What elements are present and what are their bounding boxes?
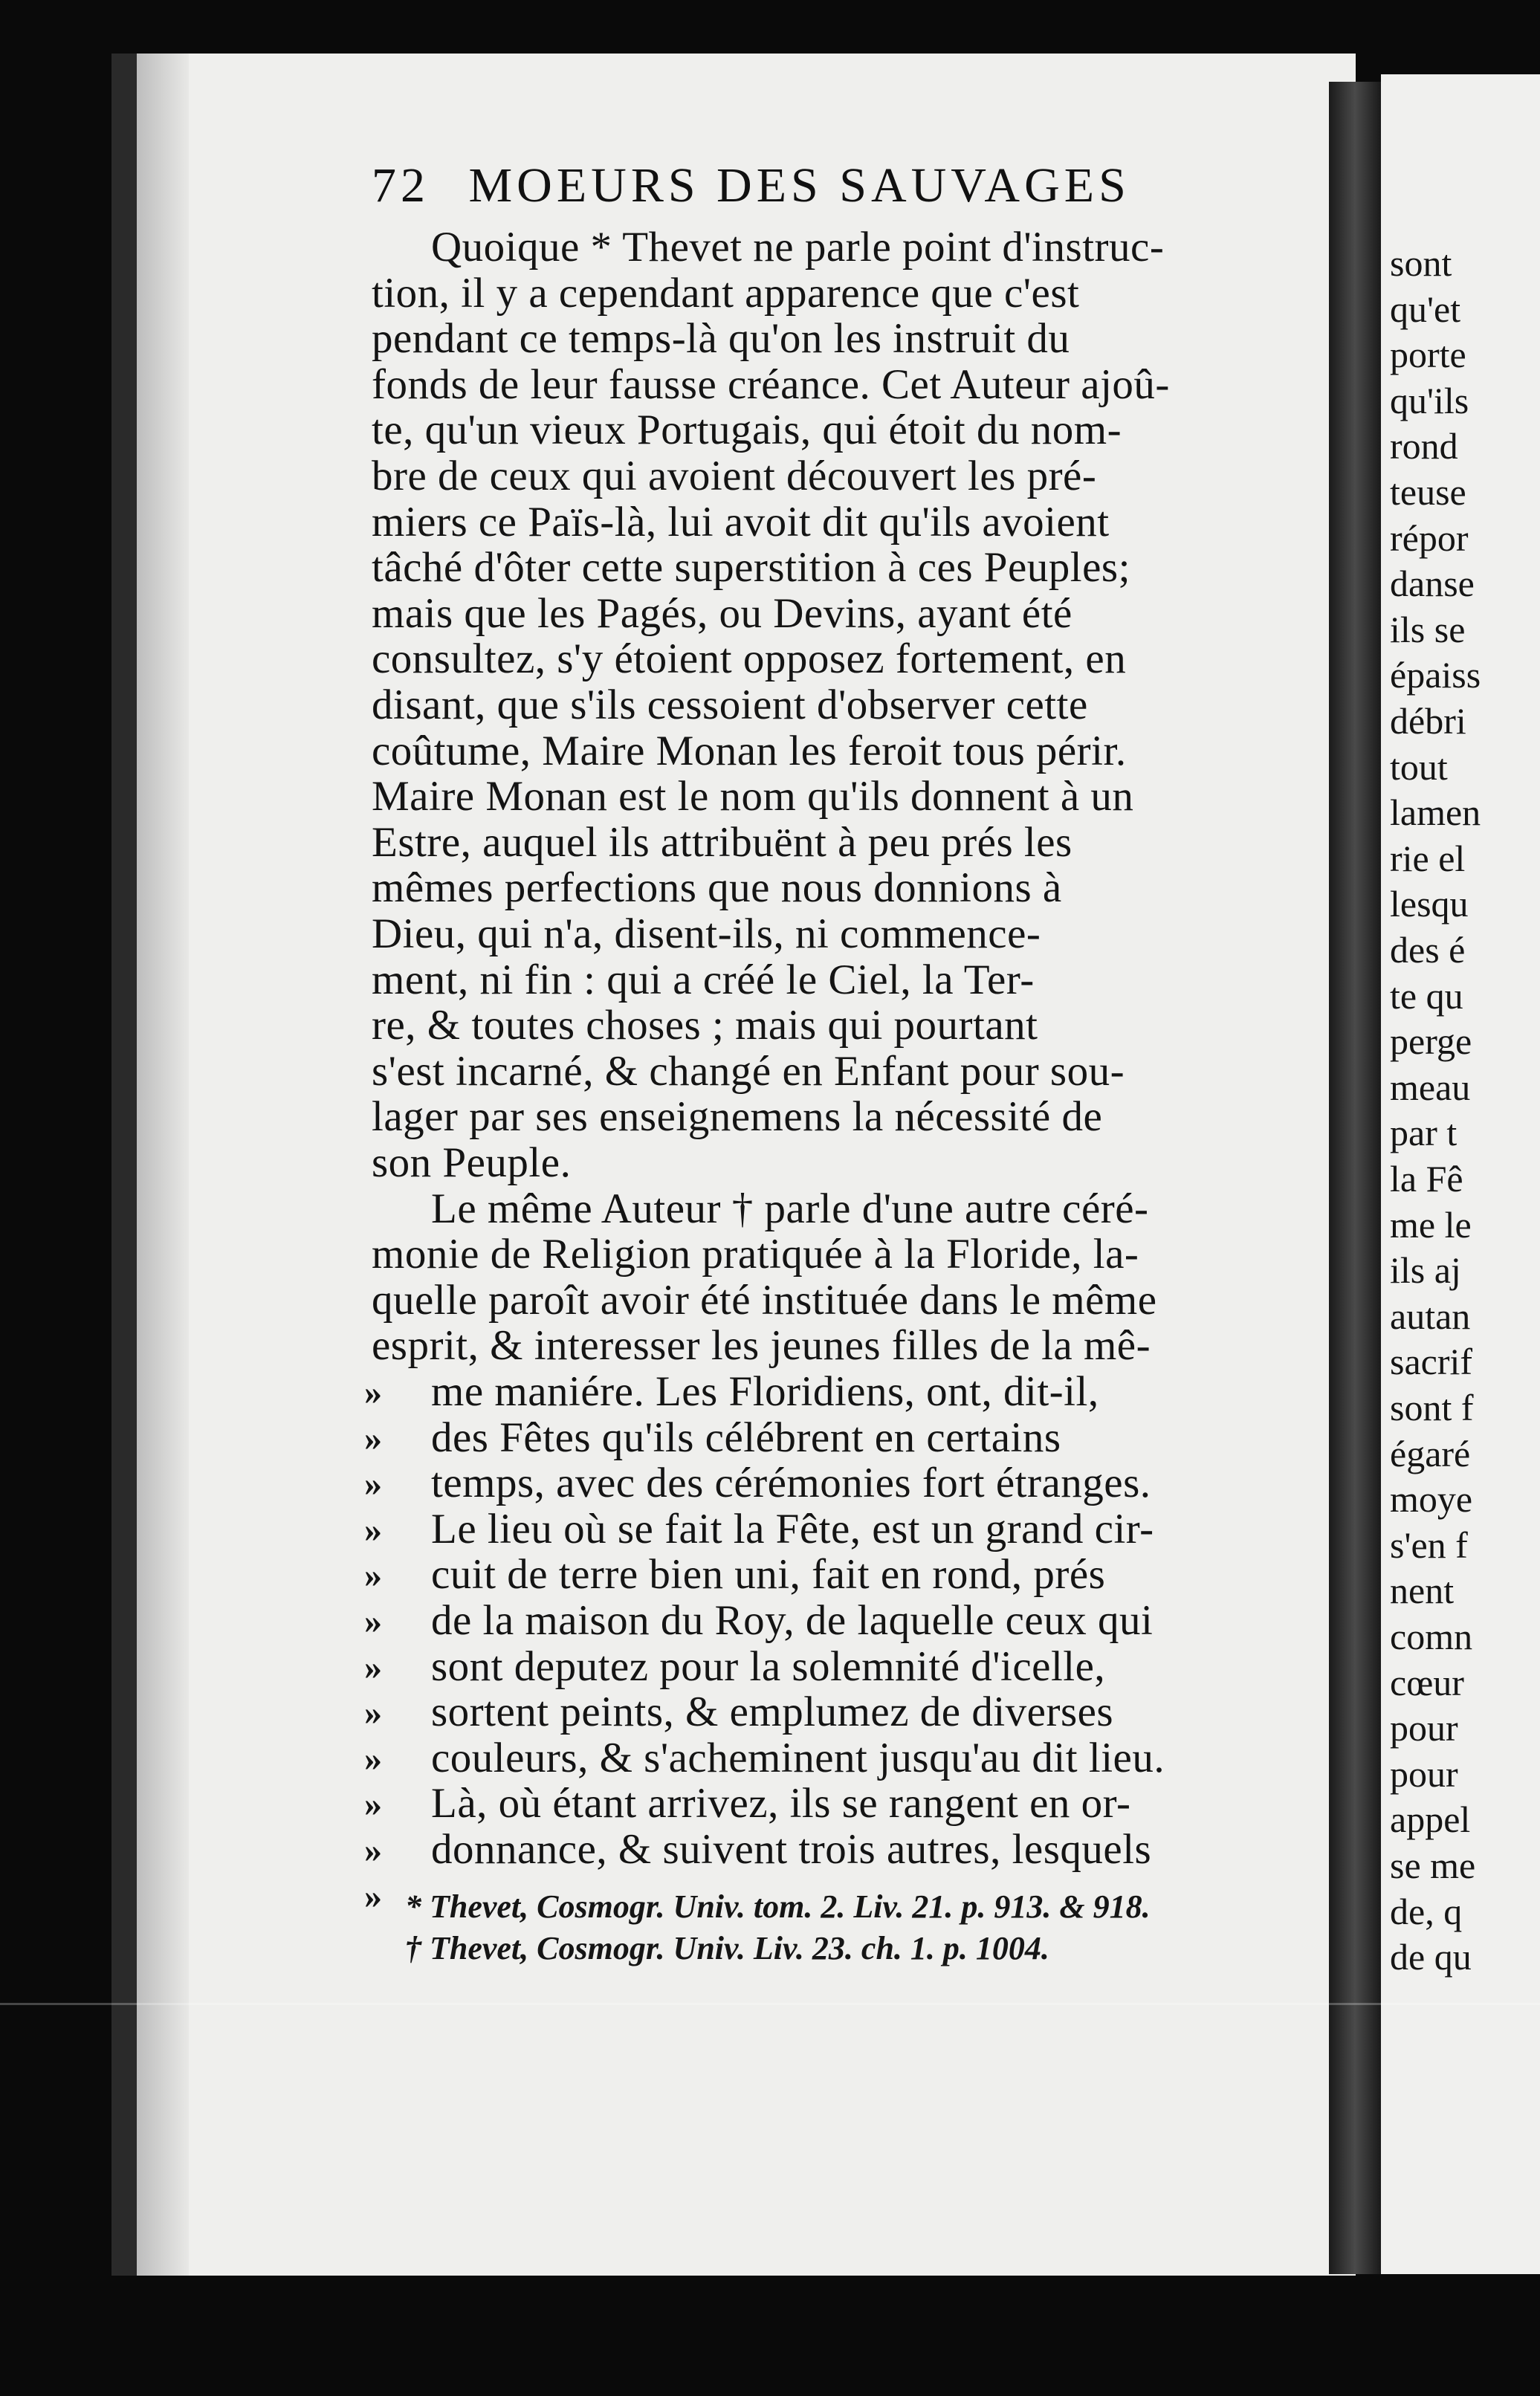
text-line: couleurs, & s'acheminent jusqu'au dit lieu. — [431, 1734, 1165, 1781]
text-line: miers ce Païs-là, lui avoit dit qu'ils avoient — [372, 498, 1110, 545]
facing-page-line: perge — [1390, 1020, 1472, 1063]
text-line: me maniére. Les Floridiens, ont, dit-il, — [431, 1368, 1099, 1415]
facing-page-line: qu'et — [1390, 288, 1461, 330]
text-line: Le même Auteur † parle d'une autre céré- — [431, 1185, 1149, 1232]
running-title: MOEURS DES SAUVAGES — [468, 158, 1130, 213]
quotation-mark: » — [364, 1693, 382, 1733]
text-line: Le lieu où se fait la Fête, est un grand cir- — [431, 1505, 1154, 1552]
text-line: pendant ce temps-là qu'on les instruit du — [372, 315, 1070, 363]
quotation-mark: » — [364, 1876, 382, 1916]
footnote: † Thevet, Cosmogr. Univ. Liv. 23. ch. 1. p. 1004. — [405, 1930, 1049, 1966]
facing-page-line: de qu — [1390, 1936, 1472, 1978]
facing-page-line: moye — [1390, 1478, 1473, 1521]
text-line: Dieu, qui n'a, disent-ils, ni commence- — [372, 910, 1041, 957]
text-line: fonds de leur fausse créance. Cet Auteur ajoû- — [372, 360, 1170, 408]
text-line: tâché d'ôter cette superstition à ces Peuples; — [372, 544, 1130, 592]
facing-page-line: meau — [1390, 1066, 1471, 1108]
facing-page-line: lesqu — [1390, 883, 1469, 925]
facing-page-line: se me — [1390, 1845, 1476, 1886]
facing-page-line: ils aj — [1390, 1249, 1461, 1292]
text-line: cuit de terre bien uni, fait en rond, prés — [431, 1551, 1106, 1599]
text-line: bre de ceux qui avoient découvert les pré- — [372, 453, 1097, 499]
facing-page-line: danse — [1390, 563, 1475, 605]
facing-page-line: s'en f — [1390, 1524, 1468, 1566]
text-line: sont deputez pour la solemnité d'icelle, — [431, 1642, 1106, 1690]
facing-page-line: tout — [1390, 745, 1448, 788]
quotation-mark: » — [364, 1373, 382, 1412]
quotation-mark: » — [364, 1555, 382, 1596]
text-line: temps, avec des cérémonies fort étranges. — [431, 1460, 1151, 1507]
text-line: lager par ses enseignemens la nécessité de — [372, 1093, 1103, 1141]
facing-page-line: égaré — [1390, 1432, 1471, 1474]
text-line: Quoique * Thevet ne parle point d'instruc- — [431, 224, 1165, 271]
book-gutter — [1329, 82, 1381, 2274]
text-line: monie de Religion pratiquée à la Floride, la- — [372, 1231, 1139, 1278]
quotation-mark: » — [364, 1464, 382, 1504]
quotation-mark: » — [364, 1784, 382, 1824]
text-line: consultez, s'y étoient opposez fortement, en — [372, 635, 1127, 683]
text-line: mêmes perfections que nous donnions à — [372, 864, 1062, 912]
facing-page — [1381, 74, 1540, 2274]
facing-page-line: débri — [1390, 700, 1466, 742]
text-line: Estre, auquel ils attribuënt à peu prés les — [372, 818, 1072, 866]
facing-page-line: porte — [1390, 334, 1466, 376]
facing-page-line: appel — [1390, 1798, 1471, 1841]
text-line: te, qu'un vieux Portugais, qui étoit du nom- — [372, 407, 1122, 454]
facing-page-line: te qu — [1390, 974, 1463, 1017]
facing-page-line: par t — [1390, 1112, 1458, 1154]
text-line: disant, que s'ils cessoient d'observer cette — [372, 681, 1088, 728]
facing-page-line: sont — [1390, 242, 1452, 284]
facing-page-line: rond — [1390, 425, 1458, 467]
quotation-mark: » — [364, 1738, 382, 1778]
facing-page-line: sacrif — [1390, 1341, 1473, 1383]
quotation-mark: » — [364, 1509, 382, 1550]
text-line: s'est incarné, & changé en Enfant pour sou- — [372, 1047, 1125, 1095]
footnote: * Thevet, Cosmogr. Univ. tom. 2. Liv. 21. p. 913. & 918. — [405, 1888, 1151, 1925]
facing-page-line: lamen — [1390, 791, 1481, 834]
quotation-mark: » — [364, 1602, 382, 1641]
facing-page-line: cœur — [1390, 1661, 1464, 1703]
quotation-mark: » — [364, 1418, 382, 1458]
text-line: tion, il y a cependant apparence que c'est — [372, 269, 1080, 317]
text-line: Maire Monan est le nom qu'ils donnent à un — [372, 773, 1134, 820]
running-head — [372, 158, 1249, 214]
facing-page-line: des é — [1390, 929, 1466, 971]
facing-page-line: répor — [1390, 517, 1469, 559]
text-line: sortent peints, & emplumez de diverses — [431, 1688, 1114, 1736]
text-line: des Fêtes qu'ils célébrent en certains — [431, 1414, 1061, 1461]
text-line: re, & toutes choses ; mais qui pourtant — [372, 1002, 1038, 1049]
page-number: 72 — [372, 158, 430, 213]
facing-page-line: la Fê — [1390, 1158, 1463, 1199]
facing-page-line: qu'ils — [1390, 379, 1469, 421]
text-line: son Peuple. — [372, 1139, 572, 1186]
facing-page-line: autan — [1390, 1295, 1471, 1337]
text-line: ment, ni fin : qui a créé le Ciel, la Ter- — [372, 956, 1035, 1003]
facing-page-line: comn — [1390, 1616, 1473, 1657]
facing-page-line: nent — [1390, 1570, 1455, 1612]
facing-page-line: rie el — [1390, 837, 1466, 879]
facing-page-line: ils se — [1390, 608, 1466, 650]
text-line: coûtume, Maire Monan les feroit tous périr. — [372, 727, 1127, 774]
text-line: Là, où étant arrivez, ils se rangent en or- — [431, 1780, 1131, 1827]
facing-page-line: de, q — [1390, 1890, 1463, 1932]
facing-page-line: me le — [1390, 1203, 1472, 1246]
facing-page-line: épaiss — [1390, 654, 1481, 696]
facing-page-line: sont f — [1390, 1387, 1474, 1428]
text-line: mais que les Pagés, ou Devins, ayant été — [372, 589, 1072, 637]
facing-page-line: teuse — [1390, 471, 1466, 513]
quotation-mark: » — [364, 1647, 382, 1687]
quotation-mark: » — [364, 1830, 382, 1870]
facing-page-line: pour — [1390, 1752, 1458, 1795]
scan-streak — [0, 2003, 1540, 2005]
text-line: esprit, & interesser les jeunes filles de la mê- — [372, 1322, 1151, 1370]
text-line: de la maison du Roy, de laquelle ceux qui — [431, 1597, 1154, 1644]
text-line: donnance, & suivent trois autres, lesquels — [431, 1826, 1152, 1873]
facing-page-line: pour — [1390, 1707, 1458, 1749]
text-line: quelle paroît avoir été instituée dans le même — [372, 1276, 1157, 1324]
